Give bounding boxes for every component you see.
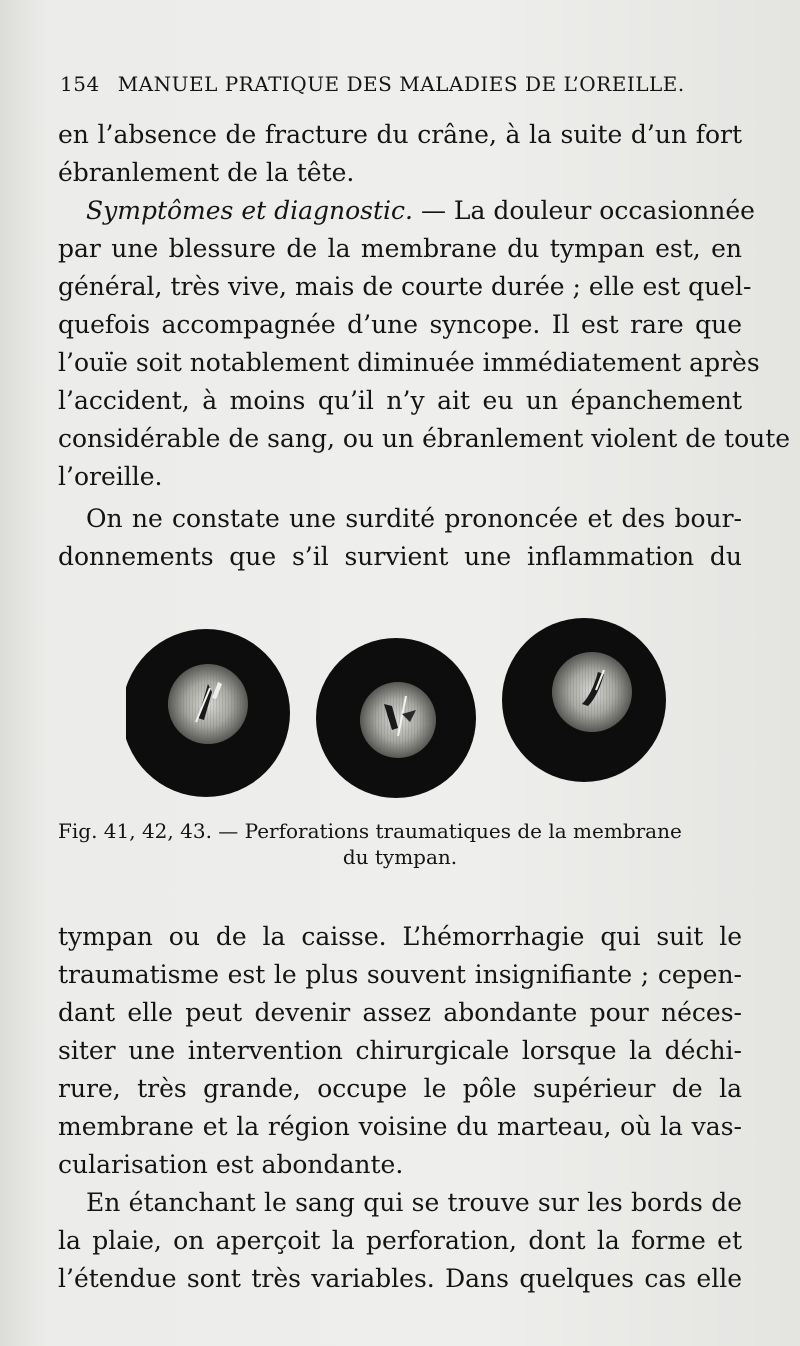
paragraph-5 (58, 1184, 742, 1298)
eardrum-figure-42 (316, 638, 476, 798)
caption-label: Fig. 41, 42, 43. (58, 819, 212, 843)
text-line: l’ouïe soit notablement diminuée immédiatement après (58, 348, 760, 377)
text-line: quefois accompagnée d’une syncope. Il est rare que (58, 310, 742, 339)
figure-caption (58, 818, 742, 870)
text-line: donnements que s’il survient une inflammation du (58, 542, 742, 571)
text-run: — La douleur occasionnée (413, 196, 755, 225)
text-line: tympan ou de la caisse. L’hémorrhagie qui suit le (58, 922, 742, 951)
text-line: considérable de sang, ou un ébranlement violent de toute (58, 424, 791, 453)
text-line: ébranlement de la tête. (58, 158, 355, 187)
caption-line (58, 818, 742, 844)
running-title: MANUEL PRATIQUE DES MALADIES DE L’OREILLE. (117, 72, 685, 96)
text-line: l’accident, à moins qu’il n’y ait eu un épanchement (58, 386, 742, 415)
section-heading: Symptômes et diagnostic. (86, 196, 414, 225)
paragraph-2 (58, 192, 791, 496)
text-line: en l’absence de fracture du crâne, à la suite d’un fort (58, 120, 742, 149)
text-line: la plaie, on aperçoit la perforation, dont la forme et (58, 1226, 742, 1255)
eardrum-figure-41 (126, 629, 290, 797)
text-line: rure, très grande, occupe le pôle supérieur de la (58, 1074, 742, 1103)
text-line: général, très vive, mais de courte durée ; elle est quel- (58, 272, 752, 301)
text-line: par une blessure de la membrane du tympan est, en (58, 234, 742, 263)
text-line: membrane et la région voisine du marteau, où la vas- (58, 1112, 742, 1141)
text-line: En étanchant le sang qui se trouve sur les bords de (86, 1188, 742, 1217)
paragraph-1 (58, 116, 742, 192)
caption-text: — Perforations traumatiques de la membrane (211, 819, 682, 843)
running-header (60, 72, 720, 96)
text-line: siter une intervention chirurgicale lorsque la déchi- (58, 1036, 742, 1065)
text-line: l’oreille. (58, 462, 163, 491)
caption-line: du tympan. (342, 845, 458, 869)
paragraph-4 (58, 918, 742, 1184)
text-line: dant elle peut devenir assez abondante pour néces- (58, 998, 742, 1027)
text-line: cularisation est abondante. (58, 1150, 404, 1179)
eardrum-figure-43 (502, 618, 666, 782)
text-line: On ne constate une surdité prononcée et des bour- (86, 504, 742, 533)
page-number: 154 (60, 72, 100, 96)
tympanic-perforation-illustration (126, 618, 726, 808)
text-line: l’étendue sont très variables. Dans quelques cas elle (58, 1264, 742, 1293)
text-line (58, 192, 755, 230)
text-line: traumatisme est le plus souvent insignifiante ; cepen- (58, 960, 742, 989)
paragraph-3 (58, 500, 742, 576)
